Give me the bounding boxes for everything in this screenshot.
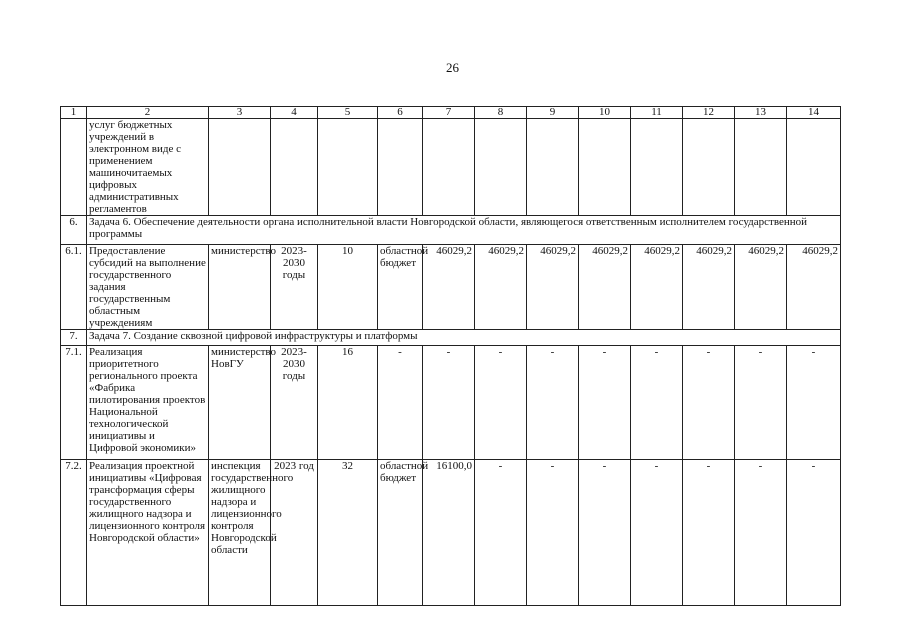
cell-value: - [787,460,841,606]
cell [423,119,475,216]
cell-indicator: 16 [318,346,378,460]
col-header: 5 [318,107,378,119]
col-header: 11 [631,107,683,119]
cell-value: 46029,2 [683,245,735,330]
col-header: 14 [787,107,841,119]
section-title: Задача 7. Создание сквозной цифровой инфраструктуры и платформы [87,330,841,346]
table-row-7-1 [61,346,841,460]
cell-period: 2023 год [271,460,318,606]
cell-measure-name: Реализация приоритетного регионального проекта «Фабрика пилотирования проектов Национальной технологической инициативы и Цифровой экономики» [87,346,209,460]
cell-indicator: 32 [318,460,378,606]
cell [61,119,87,216]
page-number: 26 [446,60,459,75]
cell-value: - [579,346,631,460]
cell-value: - [683,346,735,460]
cell-value: 16100,0 [423,460,475,606]
cell-value: - [735,460,787,606]
section-row-6 [61,216,841,245]
col-header: 6 [378,107,423,119]
cell-value: - [527,346,579,460]
table-row-continuation [61,119,841,216]
program-table [60,106,841,606]
cell-value: - [631,346,683,460]
col-header: 3 [209,107,271,119]
section-number: 6. [61,216,87,245]
cell-value: - [579,460,631,606]
section-number: 7. [61,330,87,346]
cell-source: областной бюджет [378,460,423,606]
col-header: 13 [735,107,787,119]
cell [631,119,683,216]
table-row-7-2 [61,460,841,606]
cell-value: - [527,460,579,606]
header-row [61,107,841,119]
cell [475,119,527,216]
cell-value: - [423,346,475,460]
col-header: 7 [423,107,475,119]
cell [579,119,631,216]
col-header: 1 [61,107,87,119]
cell-value: - [787,346,841,460]
cell-value: - [631,460,683,606]
row-number: 6.1. [61,245,87,330]
cell-value: - [475,346,527,460]
cell-value: 46029,2 [631,245,683,330]
col-header: 10 [579,107,631,119]
col-header: 9 [527,107,579,119]
cell-value: 46029,2 [735,245,787,330]
section-row-7 [61,330,841,346]
cell [735,119,787,216]
cell [683,119,735,216]
cell-source: - [378,346,423,460]
cell-measure-name: Предоставление субсидий на выполнение государственного задания государственным областным учреждениям [87,245,209,330]
row-number: 7.1. [61,346,87,460]
col-header: 4 [271,107,318,119]
cell-value: 46029,2 [579,245,631,330]
cell [527,119,579,216]
cell-value: - [683,460,735,606]
cell-indicator: 10 [318,245,378,330]
cell-value: - [475,460,527,606]
table-row-6-1 [61,245,841,330]
cell-measure-name: услуг бюджетных учреждений в электронном виде с применением машиночитаемых цифровых административных регламентов [87,119,209,216]
cell-executor: министерство НовГУ [209,346,271,460]
cell-measure-name: Реализация проектной инициативы «Цифровая трансформация сферы государственного жилищного надзора и лицензионного контроля Новгородской области» [87,460,209,606]
cell-value: 46029,2 [475,245,527,330]
cell-value: - [735,346,787,460]
cell-source: областной бюджет [378,245,423,330]
section-title: Задача 6. Обеспечение деятельности органа исполнительной власти Новгородской области, являющегося ответственным исполнителем государственной программы [87,216,841,245]
cell-value: 46029,2 [787,245,841,330]
cell [209,119,271,216]
col-header: 8 [475,107,527,119]
cell [787,119,841,216]
cell [271,119,318,216]
cell-executor: министерство [209,245,271,330]
cell-value: 46029,2 [423,245,475,330]
cell-period: 2023-2030 годы [271,245,318,330]
cell [318,119,378,216]
cell-value: 46029,2 [527,245,579,330]
cell-executor: инспекция государственного жилищного надзора и лицензионного контроля Новгородской области [209,460,271,606]
cell [378,119,423,216]
cell-period: 2023-2030 годы [271,346,318,460]
col-header: 12 [683,107,735,119]
row-number: 7.2. [61,460,87,606]
col-header: 2 [87,107,209,119]
